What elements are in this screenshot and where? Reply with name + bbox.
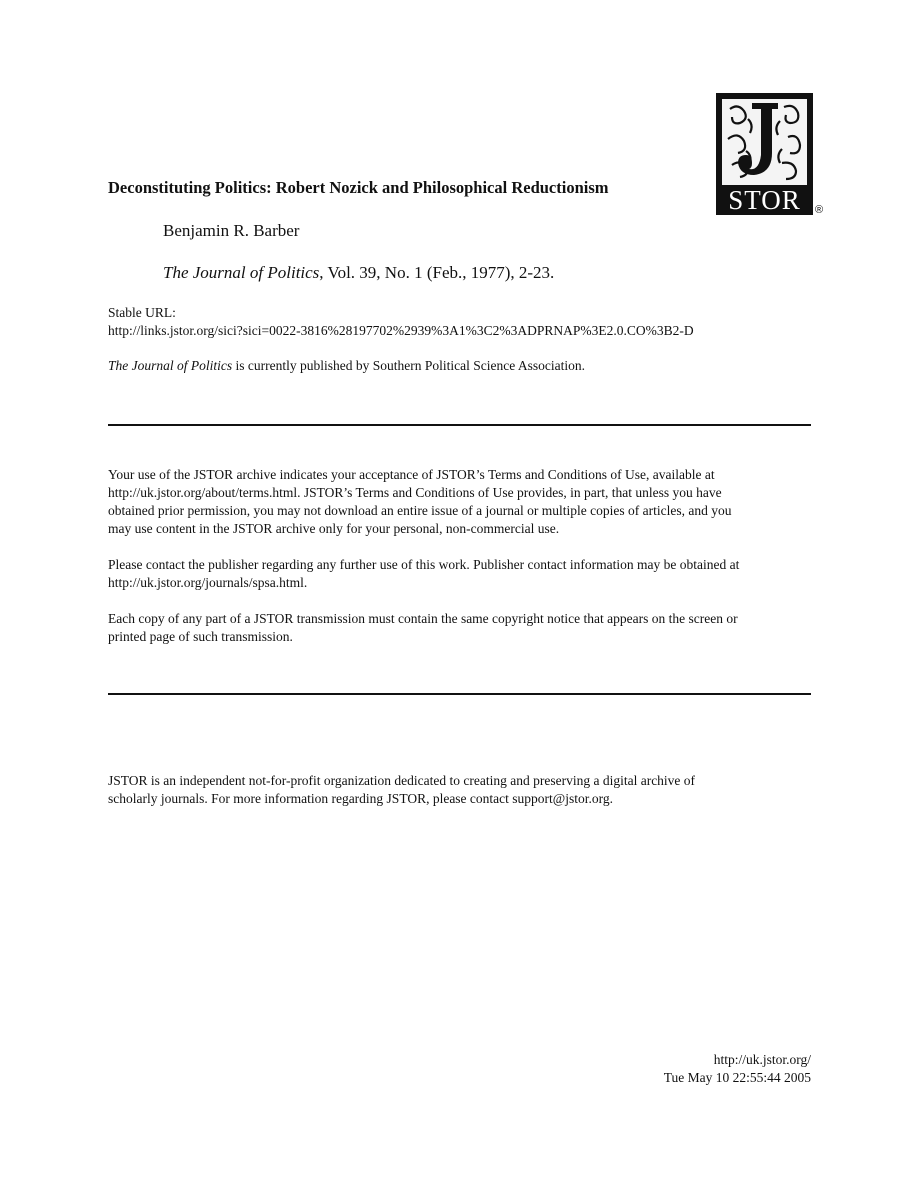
article-author: Benjamin R. Barber [163, 221, 300, 240]
about-line: JSTOR is an independent not-for-profit organization dedicated to creating and preserving a digital archive of [108, 773, 696, 788]
divider-top [108, 424, 811, 426]
jstor-logo [716, 93, 813, 215]
about-line: scholarly journals. For more information regarding JSTOR, please contact support@jstor.org. [108, 791, 613, 806]
copyright-notice-paragraph [108, 610, 816, 646]
jstor-logo-emblem [722, 99, 807, 185]
stable-url-label: Stable URL: [108, 305, 176, 320]
jstor-wordmark: STOR [728, 185, 801, 215]
divider-bottom [108, 693, 811, 695]
terms-line: Your use of the JSTOR archive indicates your acceptance of JSTOR’s Terms and Conditions of Use, available at [108, 467, 715, 482]
terms-line: obtained prior permission, you may not download an entire issue of a journal or multiple copies of articles, and you [108, 503, 732, 518]
journal-name: The Journal of Politics [163, 263, 320, 282]
jstor-logo-frame [716, 93, 813, 215]
publisher-text: is currently published by Southern Political Science Association. [232, 358, 585, 373]
publisher-statement [108, 357, 585, 375]
contact-line: Please contact the publisher regarding any further use of this work. Publisher contact information may be obtained at [108, 557, 740, 572]
terms-of-use-paragraph [108, 466, 816, 538]
footer-site: http://uk.jstor.org/ [713, 1052, 811, 1067]
registered-mark: ® [815, 204, 824, 216]
article-citation [163, 262, 554, 284]
publisher-contact-paragraph [108, 556, 816, 592]
stable-url-link[interactable]: http://links.jstor.org/sici?sici=0022-3816%28197702%2939%3A1%3C2%3ADPRNAP%3E2.0.CO%3B2-D [108, 323, 694, 338]
footer-timestamp: Tue May 10 22:55:44 2005 [663, 1070, 811, 1085]
copyright-line: printed page of such transmission. [108, 629, 293, 644]
about-jstor-paragraph [108, 772, 816, 808]
terms-line: http://uk.jstor.org/about/terms.html. JSTOR’s Terms and Conditions of Use provides, in part, that unless you have [108, 485, 722, 500]
ornament-icon [722, 99, 807, 185]
contact-line: http://uk.jstor.org/journals/spsa.html. [108, 575, 308, 590]
article-title: Deconstituting Politics: Robert Nozick and Philosophical Reductionism [108, 178, 609, 197]
publisher-journal-name: The Journal of Politics [108, 358, 233, 373]
citation-details: , Vol. 39, No. 1 (Feb., 1977), 2-23. [319, 263, 555, 282]
copyright-line: Each copy of any part of a JSTOR transmission must contain the same copyright notice that appears on the screen or [108, 611, 738, 626]
download-footer [664, 1051, 811, 1087]
terms-line: may use content in the JSTOR archive only for your personal, non-commercial use. [108, 521, 560, 536]
